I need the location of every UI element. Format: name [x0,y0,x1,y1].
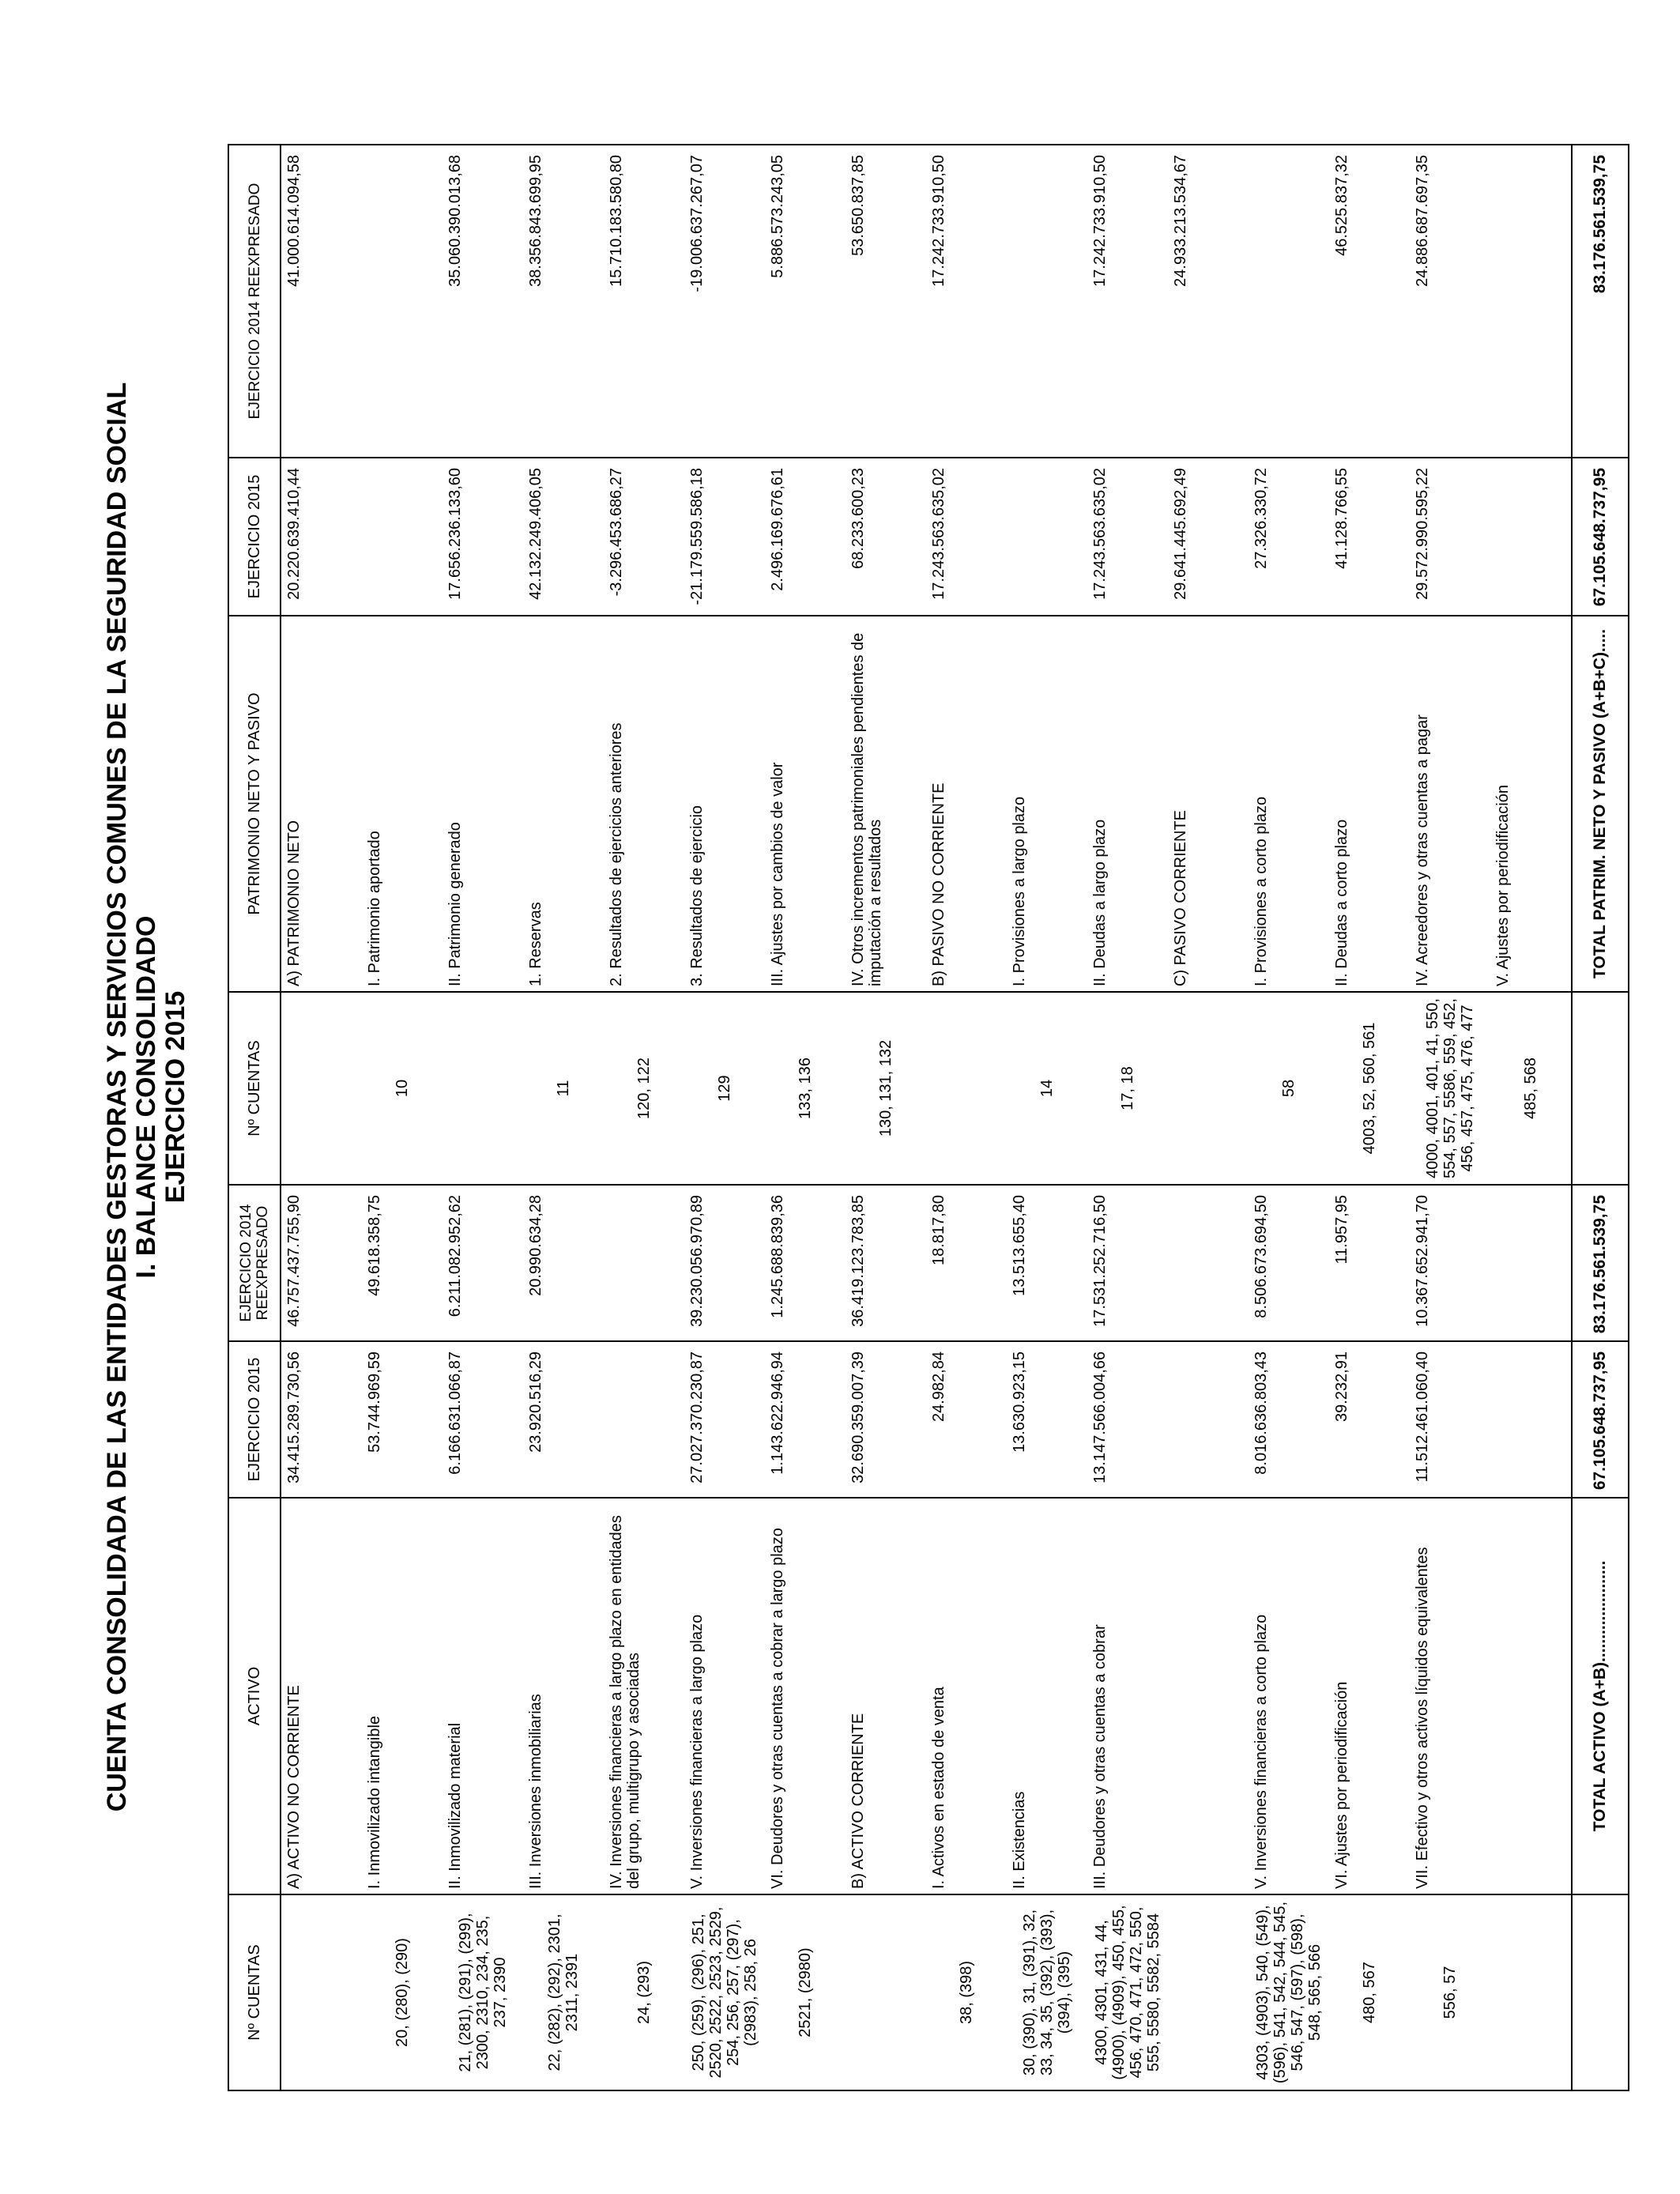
pasivo-2015-cell: 29.641.445.692,49 [1168,458,1249,616]
pasivo-2015-cell [1490,458,1572,616]
pasivo-2014-cell: 17.242.733.910,50 [1087,145,1168,458]
table-row [281,145,362,2090]
pasivo-2015-cell: 17.243.563.635,02 [926,458,1007,616]
table-row [846,145,926,2090]
table-row [926,145,1007,2090]
pasivo-cell: 3. Resultados de ejercicio [684,616,765,992]
pasivo-2014-cell: 53.650.837,85 [846,145,926,458]
activo-cell: V. Inversiones financieras a corto plazo [1249,1498,1329,1894]
pasivo-2015-cell: -3.296.453.686,27 [604,458,684,616]
activo-2014-cell: 39.230.056.970,89 [684,1185,765,1341]
cuentas-left-cell [281,1894,362,2090]
table-row [1007,145,1087,2090]
pasivo-2014-cell: 41.000.614.094,58 [281,145,362,458]
activo-cell: II. Existencias [1007,1498,1087,1894]
pasivo-2015-cell: -21.179.559.586,18 [684,458,765,616]
table-row [1490,145,1572,2090]
col-activo: ACTIVO [228,1498,281,1894]
total-cuentas-left [1572,1894,1629,2090]
pasivo-2015-cell: 17.243.563.635,02 [1087,458,1168,616]
activo-2015-cell: 13.147.566.004,66 [1087,1341,1168,1498]
pasivo-2014-cell: 38.356.843.699,95 [523,145,604,458]
col-cuentas-right: Nº CUENTAS [228,992,281,1185]
table-row [1410,145,1490,2090]
cuentas-right-cell: 130, 131, 132 [846,992,926,1185]
pasivo-2014-cell: 35.060.390.013,68 [443,145,523,458]
cuentas-left-cell [846,1894,926,2090]
pasivo-cell: III. Ajustes por cambios de valor [765,616,846,992]
activo-2015-cell: 27.027.370.230,87 [684,1341,765,1498]
activo-2015-cell: 23.920.516,29 [523,1341,604,1498]
cuentas-right-cell: 4000, 4001, 401, 41, 550, 554, 557, 5586, 559, 452, 456, 457, 475, 476, 477 [1410,992,1490,1185]
pasivo-2014-cell [1490,145,1572,458]
activo-cell: I. Inmovilizado intangible [362,1498,443,1894]
activo-2015-cell: 1.143.622.946,94 [765,1341,846,1498]
pasivo-cell: V. Ajustes por periodificación [1490,616,1572,992]
pasivo-2014-cell [362,145,443,458]
activo-cell [1168,1498,1249,1894]
cuentas-right-cell: 10 [362,992,443,1185]
pasivo-cell: 2. Resultados de ejercicios anteriores [604,616,684,992]
document-title: CUENTA CONSOLIDADA DE LAS ENTIDADES GESTORAS Y SERVICIOS COMUNES DE LA SEGURIDAD SOCIAL [102,382,132,1812]
activo-cell: III. Inversiones inmobiliarias [523,1498,604,1894]
pasivo-2014-cell: 15.710.183.580,80 [604,145,684,458]
table-row [684,145,765,2090]
cuentas-right-cell: 17, 18 [1087,992,1168,1185]
document-subtitle: I. BALANCE CONSOLIDADO [131,915,161,1279]
cuentas-left-cell: 480, 567 [1329,1894,1410,2090]
cuentas-left-cell: 20, (280), (290) [362,1894,443,2090]
activo-2014-cell: 49.618.358,75 [362,1185,443,1341]
activo-2014-cell: 8.506.673.694,50 [1249,1185,1329,1341]
activo-2015-cell: 13.630.923,15 [1007,1341,1087,1498]
table-row [1168,145,1249,2090]
pasivo-cell: IV. Acreedores y otras cuentas a pagar [1410,616,1490,992]
activo-cell: III. Deudores y otras cuentas a cobrar [1087,1498,1168,1894]
activo-cell: IV. Inversiones financieras a largo plazo en entidades del grupo, multigrupo y asociadas [604,1498,684,1894]
pasivo-cell: I. Provisiones a largo plazo [1007,616,1087,992]
cuentas-right-cell: 58 [1249,992,1329,1185]
col-cuentas-left: Nº CUENTAS [228,1894,281,2090]
pasivo-2015-cell [362,458,443,616]
pasivo-cell: I. Patrimonio aportado [362,616,443,992]
activo-2014-cell [604,1185,684,1341]
activo-2014-cell: 10.367.652.941,70 [1410,1185,1490,1341]
activo-2014-cell: 36.419.123.783,85 [846,1185,926,1341]
activo-2014-cell: 18.817,80 [926,1185,1007,1341]
activo-2014-cell: 20.990.634,28 [523,1185,604,1341]
cuentas-left-cell: 4300, 4301, 431, 44, (4900), (4909), 450, 455, 456, 470, 471, 472, 550, 555, 5580, 5582, 5584 [1087,1894,1168,2090]
document-year: EJERCICIO 2015 [160,990,190,1204]
balance-table [228,144,1629,2091]
activo-2015-cell: 11.512.461.060,40 [1410,1341,1490,1498]
activo-cell: II. Inmovilizado material [443,1498,523,1894]
activo-cell: I. Activos en estado de venta [926,1498,1007,1894]
cuentas-right-cell: 133, 136 [765,992,846,1185]
total-pasivo-label: TOTAL PATRIM. NETO Y PASIVO (A+B+C)..... [1572,616,1629,992]
activo-cell: VII. Efectivo y otros activos líquidos equivalentes [1410,1498,1490,1894]
cuentas-left-cell: 38, (398) [926,1894,1007,2090]
cuentas-left-cell: 4303, (4903), 540, (549), (596), 541, 542, 544, 545, 546, 547, (597), (598), 548, 565, 566 [1249,1894,1329,2090]
total-activo-2014: 83.176.561.539,75 [1572,1185,1629,1341]
pasivo-cell: II. Deudas a largo plazo [1087,616,1168,992]
pasivo-cell: II. Patrimonio generado [443,616,523,992]
pasivo-cell: C) PASIVO CORRIENTE [1168,616,1249,992]
activo-2014-cell: 17.531.252.716,50 [1087,1185,1168,1341]
pasivo-2014-cell: 17.242.733.910,50 [926,145,1007,458]
pasivo-2014-cell: 24.933.213.534,67 [1168,145,1249,458]
cuentas-left-cell: 30, (390), 31, (391), 32, 33, 34, 35, (392), (393), (394), (395) [1007,1894,1087,2090]
activo-2014-cell [1490,1185,1572,1341]
activo-cell [1490,1498,1572,1894]
activo-2014-cell: 13.513.655,40 [1007,1185,1087,1341]
pasivo-cell: 1. Reservas [523,616,604,992]
activo-cell: V. Inversiones financieras a largo plazo [684,1498,765,1894]
total-pasivo-2014: 83.176.561.539,75 [1572,145,1629,458]
table-row [1087,145,1168,2090]
cuentas-left-cell: 22, (282), (292), 2301, 2311, 2391 [523,1894,604,2090]
table-row [1329,145,1410,2090]
total-cuentas-right [1572,992,1629,1185]
activo-2015-cell: 53.744.969,59 [362,1341,443,1498]
cuentas-right-cell [1168,992,1249,1185]
pasivo-2014-cell: -19.006.637.267,07 [684,145,765,458]
activo-2015-cell [1490,1341,1572,1498]
pasivo-2015-cell: 2.496.169.676,61 [765,458,846,616]
pasivo-2014-cell: 24.886.687.697,35 [1410,145,1490,458]
total-pasivo-2015: 67.105.648.737,95 [1572,458,1629,616]
pasivo-2015-cell: 41.128.766,55 [1329,458,1410,616]
pasivo-2014-cell [1249,145,1329,458]
col-ej2014-left: EJERCICIO 2014 REEXPRESADO [228,1185,281,1341]
activo-2015-cell: 32.690.359.007,39 [846,1341,926,1498]
pasivo-2014-cell: 5.886.573.243,05 [765,145,846,458]
totals-row [1572,145,1629,2090]
col-ej2014-right: EJERCICIO 2014 REEXPRESADO [228,145,281,458]
pasivo-2015-cell: 27.326.330,72 [1249,458,1329,616]
activo-2014-cell: 11.957,95 [1329,1185,1410,1341]
activo-2015-cell: 8.016.636.803,43 [1249,1341,1329,1498]
table-row [1249,145,1329,2090]
activo-2014-cell: 1.245.688.839,36 [765,1185,846,1341]
pasivo-2015-cell: 17.656.236.133,60 [443,458,523,616]
cuentas-left-cell [1490,1894,1572,2090]
cuentas-right-cell: 14 [1007,992,1087,1185]
activo-2014-cell: 46.757.437.755,90 [281,1185,362,1341]
pasivo-cell: II. Deudas a corto plazo [1329,616,1410,992]
cuentas-right-cell: 11 [523,992,604,1185]
activo-2015-cell: 6.166.631.066,87 [443,1341,523,1498]
cuentas-left-cell: 24, (293) [604,1894,684,2090]
pasivo-cell: IV. Otros incrementos patrimoniales pendientes de imputación a resultados [846,616,926,992]
table-row [523,145,604,2090]
cuentas-left-cell [1168,1894,1249,2090]
table-row [443,145,523,2090]
col-ej2015-right: EJERCICIO 2015 [228,458,281,616]
cuentas-right-cell: 129 [684,992,765,1185]
pasivo-cell: B) PASIVO NO CORRIENTE [926,616,1007,992]
activo-2015-cell [1168,1341,1249,1498]
table-row [765,145,846,2090]
activo-cell: VI. Deudores y otras cuentas a cobrar a largo plazo [765,1498,846,1894]
activo-2015-cell [604,1341,684,1498]
cuentas-right-cell [281,992,362,1185]
table-header-row [228,145,281,2090]
pasivo-cell: I. Provisiones a corto plazo [1249,616,1329,992]
pasivo-2015-cell: 29.572.990.595,22 [1410,458,1490,616]
table-row [362,145,443,2090]
total-activo-2015: 67.105.648.737,95 [1572,1341,1629,1498]
pasivo-2014-cell: 46.525.837,32 [1329,145,1410,458]
total-activo-label: TOTAL ACTIVO (A+B)...................... [1572,1498,1629,1894]
pasivo-2015-cell: 68.233.600,23 [846,458,926,616]
cuentas-right-cell: 120, 122 [604,992,684,1185]
pasivo-cell: A) PATRIMONIO NETO [281,616,362,992]
activo-2015-cell: 24.982,84 [926,1341,1007,1498]
col-ej2015-left: EJERCICIO 2015 [228,1341,281,1498]
col-patrimonio: PATRIMONIO NETO Y PASIVO [228,616,281,992]
cuentas-right-cell: 4003, 52, 560, 561 [1329,992,1410,1185]
cuentas-left-cell: 250, (259), (296), 251, 2520, 2522, 2523, 2529, 254, 256, 257, (297), (2983), 258, 26 [684,1894,765,2090]
cuentas-right-cell: 485, 568 [1490,992,1572,1185]
cuentas-left-cell: 2521, (2980) [765,1894,846,2090]
pasivo-2015-cell [1007,458,1087,616]
pasivo-2015-cell: 42.132.249.406,05 [523,458,604,616]
activo-2014-cell: 6.211.082.952,62 [443,1185,523,1341]
activo-2014-cell [1168,1185,1249,1341]
pasivo-2015-cell: 20.220.639.410,44 [281,458,362,616]
cuentas-left-cell: 556, 57 [1410,1894,1490,2090]
activo-cell: A) ACTIVO NO CORRIENTE [281,1498,362,1894]
cuentas-right-cell [443,992,523,1185]
activo-cell: B) ACTIVO CORRIENTE [846,1498,926,1894]
cuentas-left-cell: 21, (281), (291), (299), 2300, 2310, 234, 235, 237, 2390 [443,1894,523,2090]
activo-cell: VI. Ajustes por periodificación [1329,1498,1410,1894]
activo-2015-cell: 39.232,91 [1329,1341,1410,1498]
pasivo-2014-cell [1007,145,1087,458]
table-row [604,145,684,2090]
activo-2015-cell: 34.415.289.730,56 [281,1341,362,1498]
cuentas-right-cell [926,992,1007,1185]
